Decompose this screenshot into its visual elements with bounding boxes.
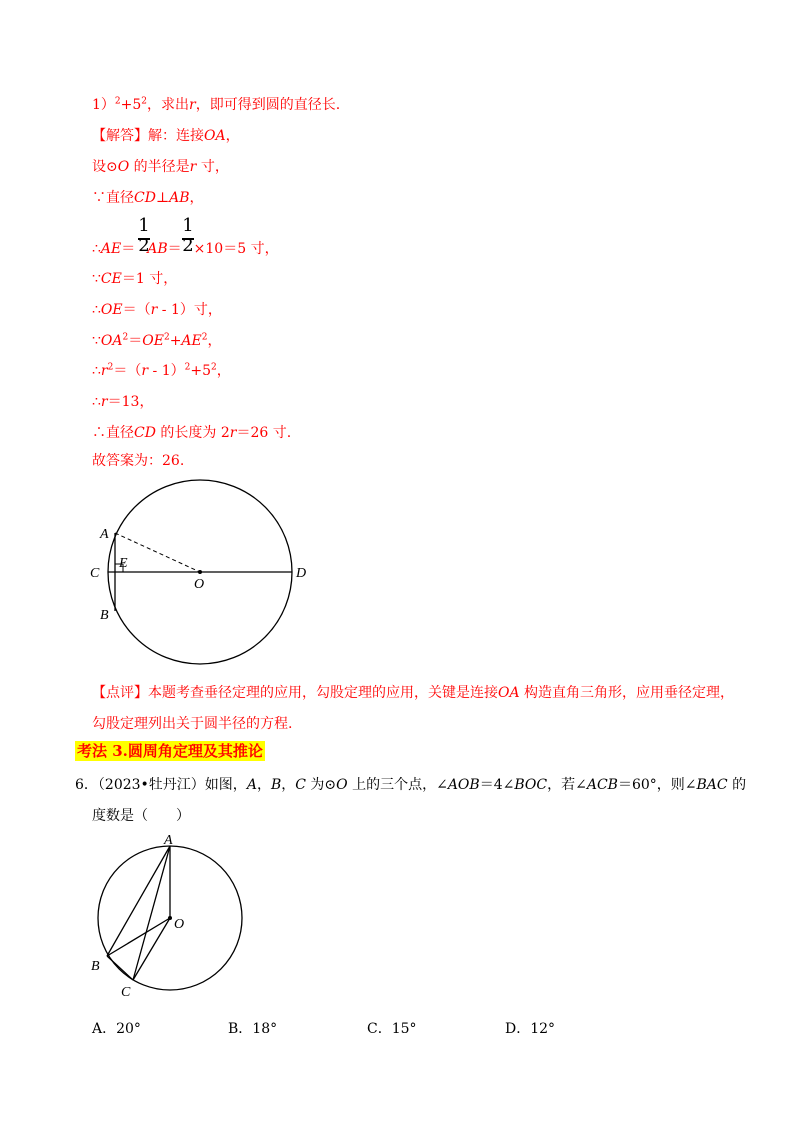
choice-a[interactable]: A．20° [92,1021,141,1037]
choice-b[interactable]: B．18° [228,1021,278,1037]
segment-co [133,918,170,980]
solution-step-7: $\therefore r^2=(r - 1)^2+5^2$， [92,362,231,379]
solution-step-9: ∴直径CD 的长度为 2r＝26 寸. [92,425,292,441]
label-e: E [119,556,128,571]
solution-prev-line: $1)^2+5^2$，求出r，即可得到圆的直径长. [92,96,341,113]
fraction-2-numerator: 1 [182,215,194,236]
solution-step-3: ∴AE＝ AB＝ ×10＝5 寸， [92,241,279,257]
fraction-1-denominator: 2 [138,235,150,256]
label-o: O [194,577,205,592]
label-c-2: C [121,985,131,1000]
label-a: A [100,527,109,542]
fraction-2-denominator: 2 [182,235,194,256]
solution-step-1: 设⊙O 的半径是r 寸， [92,159,229,175]
segment-oa-dashed [115,533,200,572]
choice-d[interactable]: D．12° [505,1021,556,1037]
solution-header: 【解答】解：连接OA， [92,128,240,144]
fraction-1-numerator: 1 [138,215,150,236]
comment-line-1: 【点评】本题考查垂径定理的应用，勾股定理的应用，关键是连接OA 构造直角三角形，应用垂径定理， [92,685,735,701]
solution-step-4: ∵CE＝1 寸， [92,271,178,287]
question-number: 6． [75,777,98,793]
solution-step-5: ∴OE＝（r - 1）寸， [92,302,222,318]
solution-step-2: ∵直径CD⊥AB， [92,190,204,206]
center-point-o [198,570,202,574]
solution-step-8: ∴r＝13， [92,394,154,410]
solution-step-6: $\because OA^2=OE^2+AE^2$， [92,332,222,349]
label-d: D [296,566,307,581]
figure-2-circle-diagram [85,830,265,1005]
jieda-tag: 【解答】 [92,128,148,144]
segment-ac [133,846,170,980]
figure-1-circle-diagram [80,478,320,678]
label-o-2: O [174,917,185,932]
section-title: 考法 3.圆周角定理及其推论 [77,742,263,760]
comment-tag: 【点评】 [92,685,148,701]
label-c: C [90,566,100,581]
segment-ab [107,846,170,956]
label-b-2: B [91,959,100,974]
label-a-2: A [164,833,173,848]
center-point-o-2 [168,916,172,920]
segment-bc [107,956,133,980]
label-b: B [100,608,109,623]
question-6-line-2: 度数是（ ） [92,808,190,824]
comment-line-2: 勾股定理列出关于圆半径的方程. [92,716,293,732]
solution-answer: 故答案为：26. [92,453,185,469]
segment-bo [107,918,170,956]
choice-c[interactable]: C．15° [367,1021,417,1037]
question-6-line-1: 6．（2023•牡丹江）如图，A，B，C 为⊙O 上的三个点，∠AOB＝4∠BOC，若∠ACB＝60°，则∠BAC 的 [75,777,747,793]
